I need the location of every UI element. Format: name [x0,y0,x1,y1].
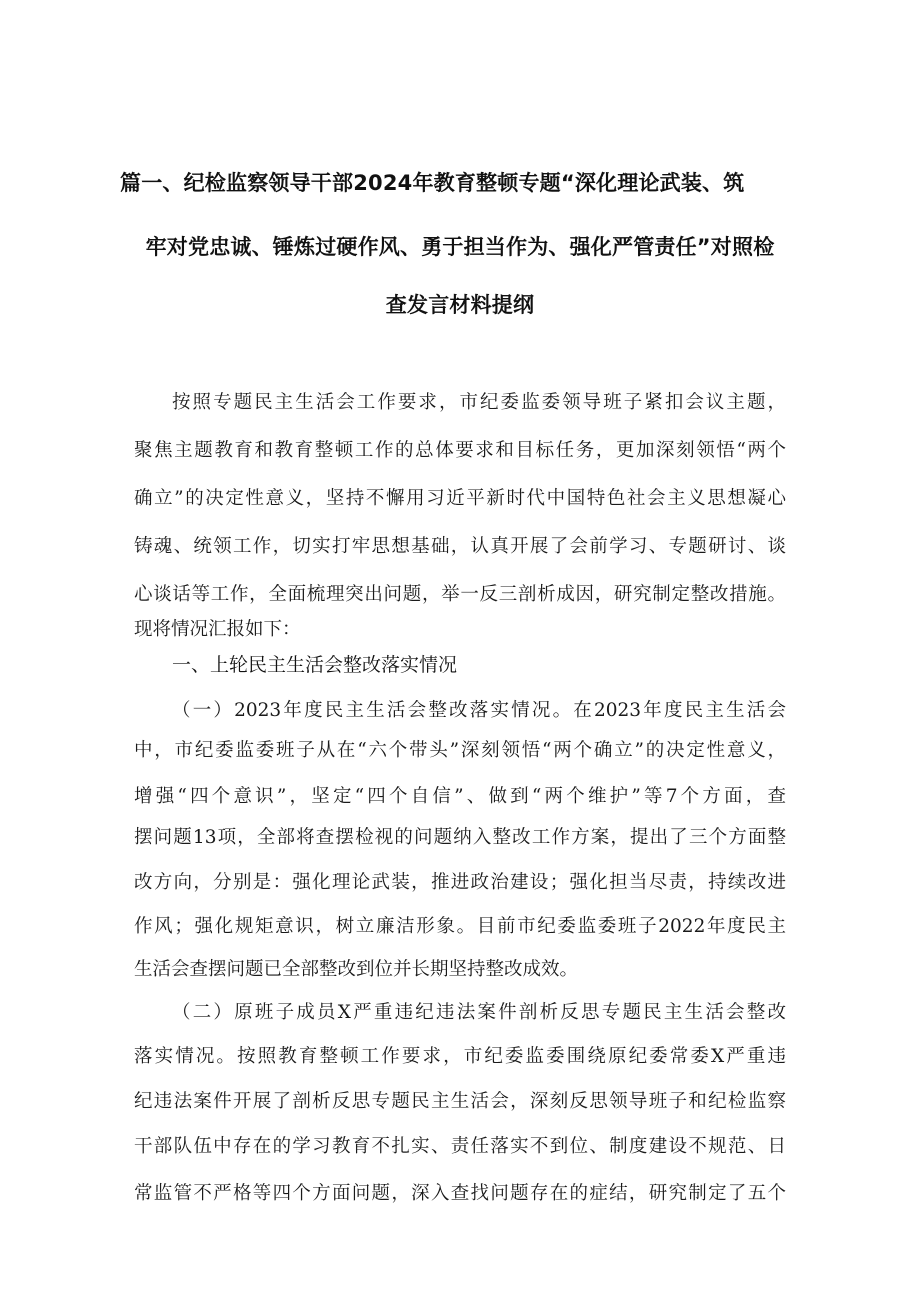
intro-line: 心谈话等工作，全面梳理突出问题，举一反三剖析成因，研究制定整改措施。 [134,584,786,605]
intro-line: 确立”的决定性意义，坚持不懈用习近平新时代中国特色社会主义思想凝心 [134,488,786,509]
intro-line: 按照专题民主生活会工作要求，市纪委监委领导班子紧扣会议主题， [172,392,786,413]
paragraph-2-line: 常监管不严格等四个方面问题，深入查找问题存在的症结，研究制定了五个 [134,1183,786,1204]
document-title-line-2: 牢对党忠诚、锤炼过硬作风、勇于担当作为、强化严管责任”对照检 [145,235,775,259]
document-title-line-1: 篇一、纪检监察领导干部2024年教育整顿专题“深化理论武装、筑 [120,171,745,195]
intro-line: 聚焦主题教育和教育整顿工作的总体要求和目标任务，更加深刻领悟“两个 [134,440,786,461]
paragraph-1-line: 中，市纪委监委班子从在“六个带头”深刻领悟“两个确立”的决定性意义， [134,740,786,761]
section-heading: 一、上轮民主生活会整改落实情况 [172,654,458,676]
paragraph-1-line: 改方向，分别是：强化理论武装，推进政治建设；强化担当尽责，持续改进 [134,872,786,893]
paragraph-1-line: 摆问题13项，全部将查摆检视的问题纳入整改工作方案，提出了三个方面整 [134,827,786,848]
paragraph-2-line: 落实情况。按照教育整顿工作要求，市纪委监委围绕原纪委常委X严重违 [134,1046,786,1067]
paragraph-1-line: 生活会查摆问题已全部整改到位并长期坚持整改成效。 [134,959,579,980]
paragraph-2-line: 纪违法案件开展了剖析反思专题民主生活会，深刻反思领导班子和纪检监察 [134,1091,786,1112]
intro-line: 现将情况汇报如下： [134,619,301,640]
intro-line: 铸魂、统领工作，切实打牢思想基础，认真开展了会前学习、专题研讨、谈 [134,536,786,557]
paragraph-1-line: 作风；强化规矩意识，树立廉洁形象。目前市纪委监委班子2022年度民主 [134,916,786,937]
document-title-line-3: 查发言材料提纲 [385,293,535,317]
paragraph-2-line: 干部队伍中存在的学习教育不扎实、责任落实不到位、制度建设不规范、日 [134,1136,786,1157]
paragraph-2-line: （二）原班子成员X严重违纪违法案件剖析反思专题民主生活会整改 [172,1002,786,1023]
paragraph-1-line: （一）2023年度民主生活会整改落实情况。在2023年度民主生活会 [172,700,786,721]
paragraph-1-line: 增强“四个意识”，坚定“四个自信”、做到“两个维护”等7个方面，查 [134,786,786,807]
